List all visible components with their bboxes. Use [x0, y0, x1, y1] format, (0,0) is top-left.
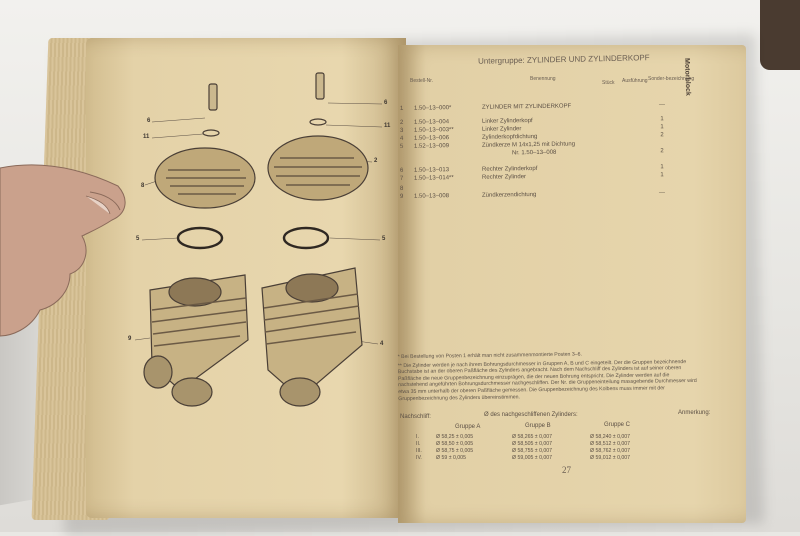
callout-right-ring: 5 [382, 236, 386, 242]
callout-left-cyl: 9 [128, 336, 132, 342]
callout-right-top: 6 [384, 100, 388, 106]
table-row: 2 1.50–13–004 Linker Zylinderkopf 1 [399, 116, 664, 126]
gasket-right [284, 228, 328, 248]
callout-left-head: 8 [141, 183, 145, 189]
callout-right-head: 2 [374, 158, 378, 164]
cylinder-head-left [155, 148, 255, 208]
callout-right-gasket: 11 [384, 123, 391, 129]
table-row: 3 1.50–13–003** Linker Zylinder 1 [399, 124, 664, 134]
table-row: 4 1.50–13–006 Zylinderkopfdichtung 2 [399, 132, 664, 142]
callout-left-top: 6 [147, 118, 151, 124]
footnote-2: ** Die Zylinder werden je nach ihrem Bohrungsdurchmesser in Gruppen A, B und C eingeteilt. Der die Gruppen bezeichnende Buchstabe ist an der oberen Paßfläche des Zylinders angebracht. Nach dem Nachschliff des Zylinders ist auf seiner oberen Paßfläche die neue Gruppenbezeichnung einzuprägen, die der neuen Bohrung entspricht. Die Zylinder werden auf die nachstehend angeführten Bohrungsdurchmesser nachgeschliffen. Der Nr. die Gruppeneinteilung massgebende Durchmesser wird etwa 35 mm unterhalb der oberen Paßfläche gemessen. Die Gruppenbezeichnung des Kolbens muss immer mit der Gruppenbezeichnung des Zylinders übereinstimmen. [397, 358, 697, 402]
cylinder-right [262, 268, 362, 406]
col-header-exec: Ausführung [622, 78, 648, 84]
col-header-code: Bestell-Nr. [410, 78, 434, 84]
table-row: Nr. 1.50–13–008 2 [511, 148, 664, 157]
table-row: 8 [399, 185, 404, 192]
sizes-title-left: Nachschliff: [400, 414, 431, 420]
callout-left-gasket: 11 [143, 134, 150, 140]
callout-left-ring: 5 [136, 236, 140, 242]
table-row: 9 1.50–13–008 Zündkerzendichtung — [399, 190, 666, 200]
col-header-special: Sonder-bezeichnung [648, 76, 695, 82]
size-row: III. Ø 58,75 ± 0,005 Ø 58,755 ± 0,007 Ø 58,762 ± 0,007 [416, 448, 631, 454]
hand [0, 165, 125, 336]
spark-plug-right [316, 73, 324, 99]
table-row: 7 1.50–13–014** Rechter Zylinder 1 [399, 172, 664, 182]
table-row: 1 1.50–13–000* ZYLINDER MIT ZYLINDERKOPF — [399, 102, 666, 112]
page-number: 27 [562, 465, 571, 475]
group-a-label: Gruppe A [455, 424, 481, 430]
spark-plug-left [209, 84, 217, 110]
cylinder-head-right [268, 136, 368, 200]
page-header: Untergruppe: ZYLINDER UND ZYLINDERKOPF [477, 53, 650, 66]
col-header-qty: Stück [602, 80, 615, 86]
gasket-left [178, 228, 222, 248]
sizes-title-right: Anmerkung: [678, 410, 711, 416]
cylinder-left [144, 275, 248, 406]
size-row: I. Ø 58,25 ± 0,005 Ø 58,265 ± 0,007 Ø 58,240 ± 0,007 [416, 434, 631, 440]
table-row: 5 1.52–13–009 Zündkerze M 14x1,25 mit Dichtung [399, 141, 576, 150]
footnotes [398, 350, 699, 404]
size-row: IV. Ø 59 ± 0,005 Ø 59,005 ± 0,007 Ø 59,012 ± 0,007 [416, 455, 631, 461]
sizes-title-mid: Ø des nachgeschliffenen Zylinders: [484, 412, 578, 418]
table-row: 6 1.50–13–013 Rechter Zylinderkopf 1 [399, 164, 664, 174]
plug-washer-right [310, 119, 326, 125]
size-row: II. Ø 58,50 ± 0,005 Ø 58,505 ± 0,007 Ø 58,512 ± 0,007 [416, 441, 631, 447]
col-header-name: Benennung [530, 76, 556, 82]
side-label: Motorblock [683, 58, 692, 96]
footnote-1: * Bei Bestellung von Posten 1 erhält man nicht zusammenmontierte Posten 3–6. [397, 351, 582, 361]
callout-right-cyl: 4 [380, 341, 384, 347]
plug-washer-left [203, 130, 219, 136]
group-b-label: Gruppe B [525, 423, 551, 429]
group-c-label: Gruppe C [604, 422, 631, 428]
